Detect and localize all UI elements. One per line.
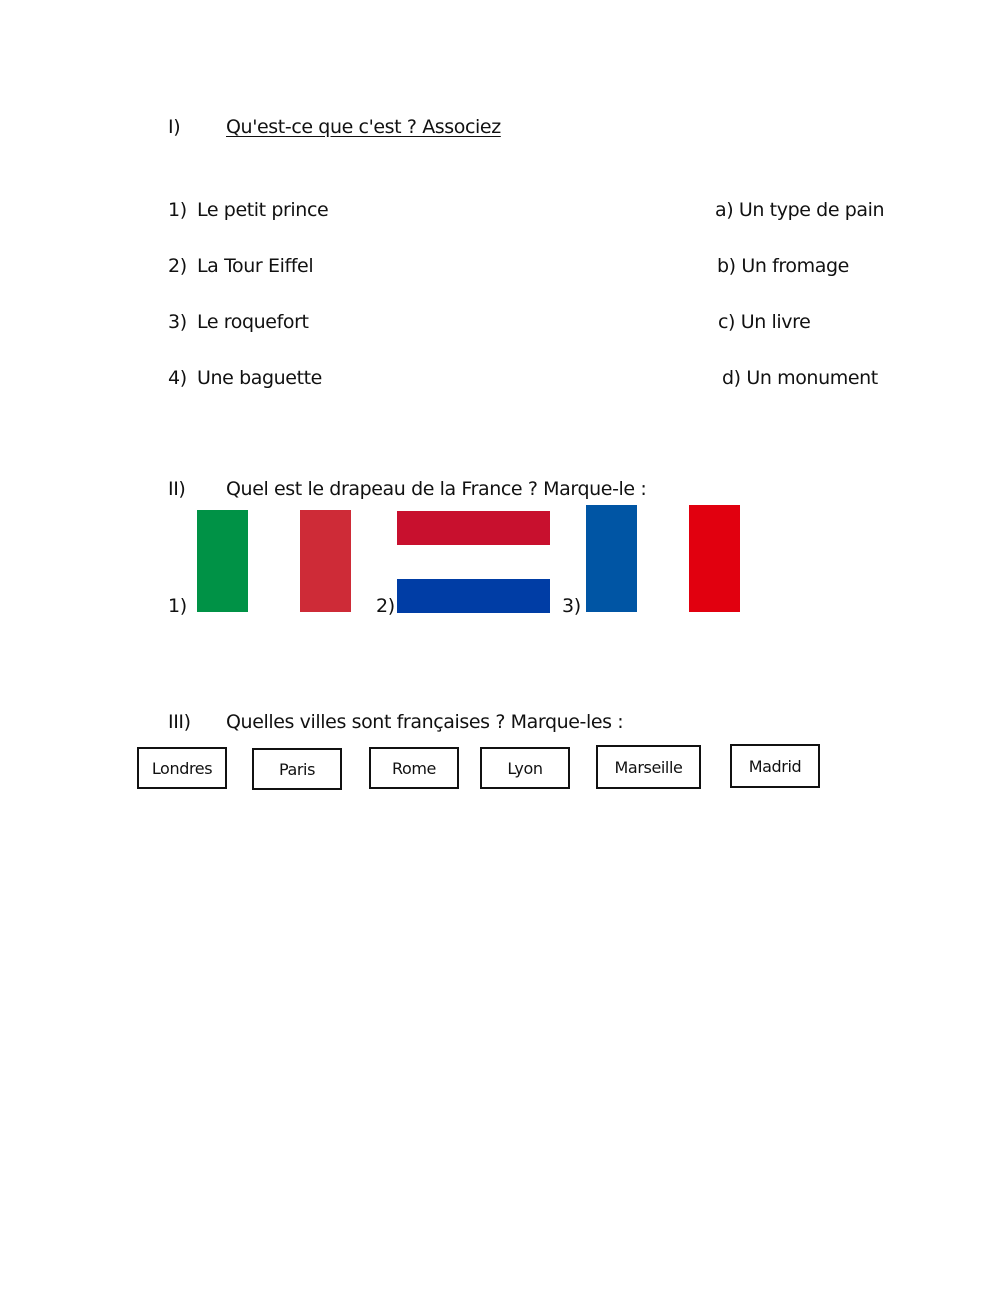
answer-option[interactable]: a) Un type de pain [715, 199, 885, 221]
flag-option-2[interactable] [397, 511, 550, 613]
city-option-marseille[interactable]: Marseille [596, 745, 701, 789]
flag-option-3[interactable] [586, 505, 740, 612]
item-text: Le roquefort [197, 311, 309, 333]
flag-option-1[interactable] [197, 510, 351, 612]
item-number: 2) [168, 255, 187, 277]
flag-label: 3) [562, 595, 581, 617]
section2-numeral: II) [168, 478, 186, 500]
item-number: 3) [168, 311, 187, 333]
answer-option[interactable]: b) Un fromage [717, 255, 849, 277]
city-option-rome[interactable]: Rome [369, 747, 459, 789]
flag-stripe [586, 505, 637, 612]
section3-numeral: III) [168, 711, 191, 733]
answer-option[interactable]: c) Un livre [718, 311, 811, 333]
city-option-londres[interactable]: Londres [137, 747, 227, 789]
answer-option[interactable]: d) Un monument [722, 367, 878, 389]
flag-stripe [300, 510, 351, 612]
flag-stripe [397, 579, 550, 613]
city-option-madrid[interactable]: Madrid [730, 744, 820, 788]
flag-label: 2) [376, 595, 395, 617]
flag-stripe [397, 511, 550, 545]
section3-title: Quelles villes sont françaises ? Marque-les : [226, 711, 624, 733]
item-number: 1) [168, 199, 187, 221]
flag-stripe [689, 505, 740, 612]
item-text: Une baguette [197, 367, 322, 389]
flag-label: 1) [168, 595, 187, 617]
city-option-lyon[interactable]: Lyon [480, 747, 570, 789]
section1-numeral: I) [168, 116, 181, 138]
item-text: La Tour Eiffel [197, 255, 314, 277]
flag-stripe [248, 510, 300, 612]
flag-stripe [397, 545, 550, 579]
flag-stripe [637, 505, 689, 612]
flag-stripe [197, 510, 248, 612]
item-text: Le petit prince [197, 199, 329, 221]
section1-title: Qu'est-ce que c'est ? Associez [226, 116, 501, 138]
section2-title: Quel est le drapeau de la France ? Marque-le : [226, 478, 647, 500]
city-option-paris[interactable]: Paris [252, 748, 342, 790]
item-number: 4) [168, 367, 187, 389]
